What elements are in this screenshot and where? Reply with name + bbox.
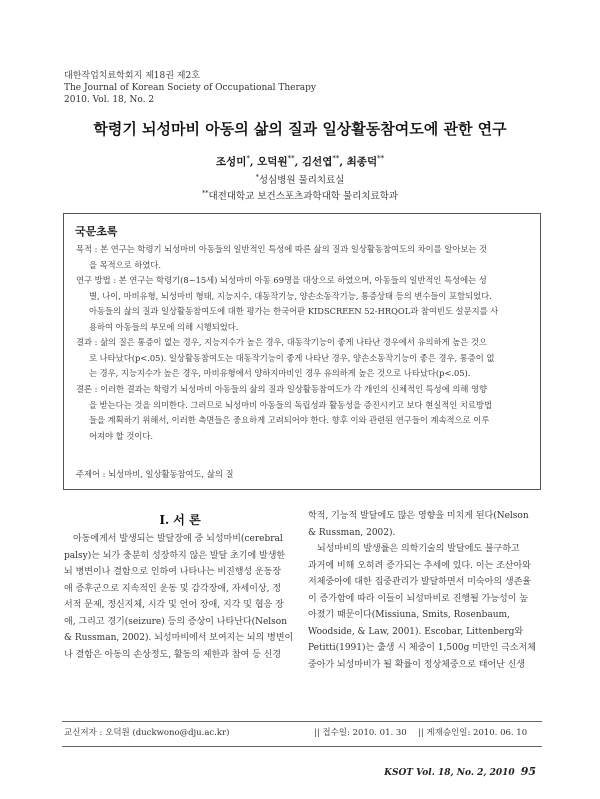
- author-list: 조성미*, 오덕원**, 김선엽**, 최종덕**: [215, 154, 385, 168]
- author-mark: **: [377, 154, 385, 163]
- author-name: 김선엽: [301, 156, 333, 168]
- text-line: 결과 : 삶의 질은 통증이 없는 경우, 지능지수가 높은 경우, 대동작기능이 좋게 나타난 경우에서 유의하게 높은 것으: [76, 337, 487, 347]
- text-line: 뇌 병변이나 결함으로 인하여 나타나는 비진행성 운동장: [64, 567, 282, 577]
- text-line: 연구 방법 : 본 연구는 학령기(8~15세) 뇌성마비 아동 69명을 대상으로 하였으며, 아동들의 일반적인 특성에는 성: [76, 275, 487, 285]
- text-line: 중아가 뇌성마비가 될 확률이 정상체중으로 태어난 신생: [308, 659, 526, 670]
- abstract-result: [76, 335, 538, 382]
- received-date: || 접수일: 2010. 01. 30: [314, 728, 407, 738]
- text-line: & Russman, 2002). 뇌성마비에서 보여지는 뇌의 병변이: [64, 633, 294, 643]
- text-line: 목적 : 본 연구는 학령기 뇌성마비 아동들의 일반적인 특성에 따른 삶의 질과 일상활동참여도의 차이를 알아보는 것: [76, 244, 488, 254]
- text-line: 을 목적으로 하였다.: [89, 259, 162, 270]
- abstract-conclusion: [76, 382, 538, 444]
- accepted-date: || 게재승인일: 2010. 06. 10: [418, 728, 528, 738]
- footer-divider: [62, 721, 542, 722]
- text-line: Petitti(1991)는 출생 시 체중이 1,500g 미만인 극소저체: [308, 643, 536, 653]
- author-mark: **: [332, 154, 340, 163]
- section-heading: Ⅰ. 서 론: [159, 513, 201, 527]
- body-column-right: [308, 508, 540, 673]
- author-name: 오덕원: [257, 156, 288, 168]
- journal-volume: 2010. Vol. 18, No. 2: [64, 95, 155, 105]
- affiliation-mark: **: [201, 188, 209, 197]
- text-line: 들을 계획하기 위해서, 이러한 측면들은 중요하게 고려되어야 한다. 향후 이와 관련된 연구들이 계속적으로 이루: [89, 415, 490, 425]
- text-line: & Russman, 2002).: [308, 527, 396, 538]
- text-line: 나 결함은 아동의 손상정도, 활동의 제한과 참여 등 신경: [64, 649, 282, 660]
- text-line: 애 증후군으로 지속적인 운동 및 감각장애, 자세이상, 정: [64, 583, 282, 594]
- paper-title: 학령기 뇌성마비 아동의 삶의 질과 일상활동참여도에 관한 연구: [93, 120, 507, 138]
- text-line: 서적 문제, 정신지체, 시각 및 언어 장애, 지각 및 협응 장: [64, 600, 284, 610]
- author-mark: **: [287, 154, 295, 163]
- body-column-left: [64, 508, 296, 663]
- text-line: 애, 그리고 경기(seizure) 등의 증상이 나타난다(Nelson: [64, 616, 288, 627]
- affiliation-text: 성심병원 물리치료실: [258, 175, 345, 186]
- affiliation-text: 대전대학교 보건스포츠과학대학 물리치료학과: [208, 191, 399, 202]
- page-number: 95: [520, 765, 536, 778]
- footer-journal: KSOT Vol. 18, No. 2, 2010: [384, 768, 515, 778]
- text-line: 는 경우, 지능지수가 높은 경우, 마비유형에서 양하지마비인 경우 유의하게 높은 것으로 나타났다(p<.05).: [89, 368, 471, 378]
- text-line: 아졌기 때문이다(Missiuna, Smits, Rosenbaum,: [308, 610, 510, 620]
- text-line: palsy)는 뇌가 충분히 성장하지 않은 발달 초기에 발생한: [64, 550, 286, 561]
- page-footer: [384, 765, 536, 778]
- text-line: 이 증가함에 따라 이들이 뇌성마비로 진행될 가능성이 높: [308, 593, 528, 604]
- text-line: 과거에 비해 오히려 증가되는 추세에 있다. 이는 조산아와: [308, 560, 531, 571]
- text-line: 로 나타났다(p<.05). 일상활동참여도는 대동작기능이 좋게 나타난 경우, 양손소동작기능이 좋은 경우, 통증이 없: [89, 352, 495, 363]
- author-mark: *: [246, 154, 250, 163]
- author-name: 최종덕: [346, 156, 378, 168]
- text-line: Woodside, & Law, 2001). Escobar, Littenberg와: [308, 626, 524, 637]
- text-line: 학적, 기능적 발달에도 많은 영향을 미치게 된다(Nelson: [308, 511, 529, 521]
- text-line: 어져야 할 것이다.: [89, 430, 154, 441]
- text-line: 아동에게서 발생되는 발달장애 중 뇌성마비(cerebral: [73, 534, 283, 544]
- affiliation-mark: *: [255, 172, 259, 181]
- text-line: 저체중아에 대한 집중관리가 발달하면서 미숙아의 생존율: [308, 577, 531, 587]
- journal-header: [64, 70, 316, 106]
- text-line: 별, 나이, 마비유형, 뇌성마비 형태, 지능지수, 대동작기능, 양손소동작기능, 통증상태 등의 변수들이 포함되었다.: [89, 290, 492, 301]
- abstract-heading: 국문초록: [75, 225, 118, 238]
- corresponding-author: 교신저자 : 오덕원 (duckwono@dju.ac.kr): [64, 728, 230, 738]
- journal-name-korean: 대한작업치료학회지 제18권 제2호: [64, 71, 200, 81]
- text-line: 아동들의 삶의 질과 일상활동참여도에 대한 평가는 한국어판 KIDSCREEN 52-HRQOL과 참여빈도 설문지를 사: [89, 306, 499, 316]
- text-line: 결론 : 이러한 결과는 학령기 뇌성마비 아동들의 삶의 질과 일상활동참여도가 각 개인의 신체적인 특성에 의해 영향: [76, 384, 488, 394]
- affiliation: [0, 172, 600, 186]
- abstract-purpose: [76, 242, 538, 273]
- text-line: 을 받는다는 것을 의미한다. 그러므로 뇌성마비 아동들의 독립성과 활동성을 증진시키고 보다 현실적인 치료방법: [89, 399, 492, 410]
- footer-divider: [62, 746, 542, 747]
- affiliation: [0, 188, 600, 202]
- text-line: 용하여 아동들의 부모에 의해 시행되었다.: [89, 321, 239, 332]
- abstract-box: [63, 213, 541, 490]
- text-line: 뇌성마비의 발생률은 의학기술의 발달에도 불구하고: [317, 544, 520, 554]
- journal-name-english: The Journal of Korean Society of Occupational Therapy: [64, 83, 317, 93]
- abstract-method: [76, 273, 538, 335]
- keywords: 주제어 : 뇌성마비, 일상활동참여도, 삶의 질: [76, 469, 234, 479]
- author-name: 조성미: [215, 156, 247, 168]
